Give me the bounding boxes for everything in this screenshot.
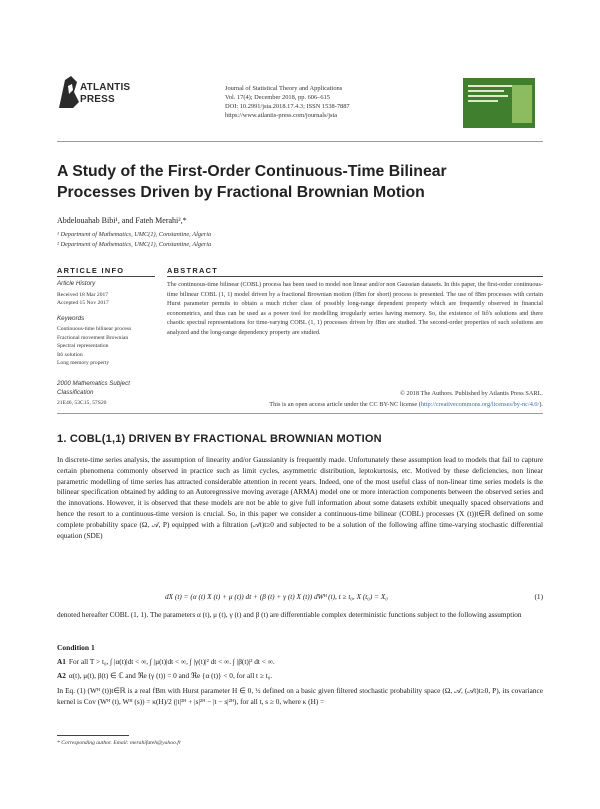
footnote-rule	[57, 735, 129, 736]
condition-a1	[57, 657, 543, 666]
keyword-item: Long memory property	[57, 360, 110, 366]
fbm-paragraph: In Eq. (1) (Wᴴ (t))t∈ℝ is a real fBm with Hurst parameter H ∈ 0, ½ defined on a basic given filtered stochastic probability space (Ω, 𝒜, (𝒜t)t≥0, P), its covariance kernel is Cov (Wᴴ (t), Wᴴ (s)) = κ(H)/2 (|t|²ᴴ + |s|²ᴴ − |t − s|²ᴴ), for all t, s ≥ 0, where κ (H) =	[57, 686, 543, 706]
journal-doi: DOI: 10.2991/jsta.2018.17.4.3; ISSN 1538-7887	[225, 103, 350, 110]
publisher-name-line1: ATLANTIS	[80, 82, 131, 93]
journal-volume: Vol. 17(4); December 2018, pp. 606–615	[225, 94, 330, 101]
keyword-list	[57, 325, 131, 368]
equation-1	[57, 592, 543, 604]
journal-cover-thumbnail	[463, 78, 535, 128]
journal-name: Journal of Statistical Theory and Applications	[225, 85, 343, 92]
article-title: A Study of the First-Order Continuous-Time Bilinear Processes Driven by Fractional Brownian Motion	[57, 163, 447, 201]
keywords-label: Keywords	[57, 315, 85, 322]
keyword-item: Spectral representation	[57, 343, 109, 349]
header-divider	[57, 141, 543, 142]
abstract-heading: ABSTRACT	[167, 266, 219, 275]
equation-number: (1)	[534, 592, 543, 601]
msc-label-line2: Classification	[57, 389, 94, 396]
condition-a2-label: A2	[57, 671, 66, 680]
intro-paragraph: In discrete-time series analysis, the assumption of linearity and/or Gaussianity is frequently made. Unfortunately these assumption lead to models that fail to capture certain phenomena commonly observed in practice such as limit cycles, asymmetric distribution, leptokurtosis, etc. Motived by these deficiencies, non linear parametric modelling of time series has attracted considerable attention in recent years. Indeed, one of the most useful class of non-linear time series models is the bilinear specification obtained by adding to an Autoregressive moving average (ARMA) model one or more interaction components between the observed series and the innovations. However, it is observed that these models are not be able to give full information about some datasets exhibit unequally spaced observations and hence the resort to a continuous-time version is crucial. So, in this paper we consider a continuous-time bilinear (COBL) processes (X (t))t∈ℝ defined on some complete probability space (Ω, 𝒜, P) equipped with a filtration (𝒜t)t≥0 and subjected to be a solution of the following affine time-varying stochastic differential equation (SDE)	[57, 455, 543, 540]
condition-title: Condition 1	[57, 643, 95, 652]
article-info-heading: ARTICLE INFO	[57, 266, 125, 275]
abstract-text: The continuous-time bilinear (COBL) process has been used to model non linear and/or non Gaussian datasets. In this paper, the first-order continuous-time bilinear COBL (1, 1) model driven by a fractional Brownian motion (fBm for short) process is presented. The use of fBm processes with certain Hurst parameter permits to obtain a much richer class of possibly long-range dependent property which are frequently observed in financial econometrics, and thus can be used as a power tool for modelling irregularly series having memory. So, the existence of Itô's solutions and there chaotic spectral representations for time-varying COBL (1, 1) processes driven by fBm are studied. The second-order properties of such solutions are analyzed and the long-range dependency property are studied.	[167, 281, 543, 336]
keyword-item: Continuous-time bilinear process	[57, 326, 132, 332]
author-list: Abdelouahab Bibi¹, and Fateh Merahi²,*	[57, 216, 187, 225]
keyword-item: Fractional movement Brownian	[57, 334, 129, 341]
abstract-divider	[57, 413, 543, 414]
abstract-rule	[167, 276, 543, 277]
parameters-paragraph: denoted hereafter COBL (1, 1). The parameters α (t), μ (t), γ (t) and β (t) are differentiable complex deterministic functions subject to the following assumption	[57, 610, 522, 619]
condition-a2-text: α(t), μ(t), β(t) ∈ ℂ and ℜe (γ (t)) = 0 and ℜe {α (t)} < 0, for all t ≥ t₀.	[68, 671, 273, 680]
condition-a2	[57, 671, 543, 680]
article-info-rule	[57, 276, 155, 277]
condition-a1-label: A1	[57, 657, 66, 666]
affiliation-1: ¹ Department of Mathematics, UMC(1), Constantine, Algeria	[57, 231, 212, 238]
journal-info	[225, 84, 445, 120]
accepted-date: Accepted 15 Nov 2017	[57, 300, 109, 306]
condition-a1-text: For all T > t₀, ∫ |α(t)|dt < ∞, ∫ |μ(t)|dt < ∞, ∫ |γ(t)|² dt < ∞. ∫ |β(t)|² dt < ∞.	[68, 657, 275, 666]
article-history-label: Article History	[57, 280, 96, 287]
received-date: Received 18 Mar 2017	[57, 292, 109, 298]
msc-codes: 21E46, 53C15, 57S20	[57, 400, 107, 406]
corresponding-author-footnote: * Corresponding author. Email: merahifateh@yahoo.fr	[57, 740, 181, 746]
affiliation-2: ² Department of Mathematics, UMC(1), Constantine, Algeria	[57, 241, 212, 248]
equation-text: dX (t) = (α (t) X (t) + μ (t)) dt + (β (t) + γ (t) X (t)) dWᴴ (t), t ≥ t₀, X (t₀) = X₀	[165, 592, 388, 601]
license-link[interactable]: http://creativecommons.org/licenses/by-nc/4.0/	[420, 401, 540, 408]
publisher-name-line2: PRESS	[80, 94, 115, 105]
keyword-item: Itô solution	[57, 351, 83, 358]
section-title: 1. COBL(1,1) DRIVEN BY FRACTIONAL BROWNIAN MOTION	[57, 433, 382, 445]
license-notice: This is an open access article under the CC BY-NC license (http://creativecommons.org/licenses/by-nc/4.0/).	[269, 401, 543, 408]
copyright-notice: © 2018 The Authors. Published by Atlantis Press SARL.	[400, 390, 543, 397]
msc-label-line1: 2000 Mathematics Subject	[57, 380, 130, 387]
journal-url[interactable]: https://www.atlantis-press.com/journals/jsta	[225, 112, 338, 119]
